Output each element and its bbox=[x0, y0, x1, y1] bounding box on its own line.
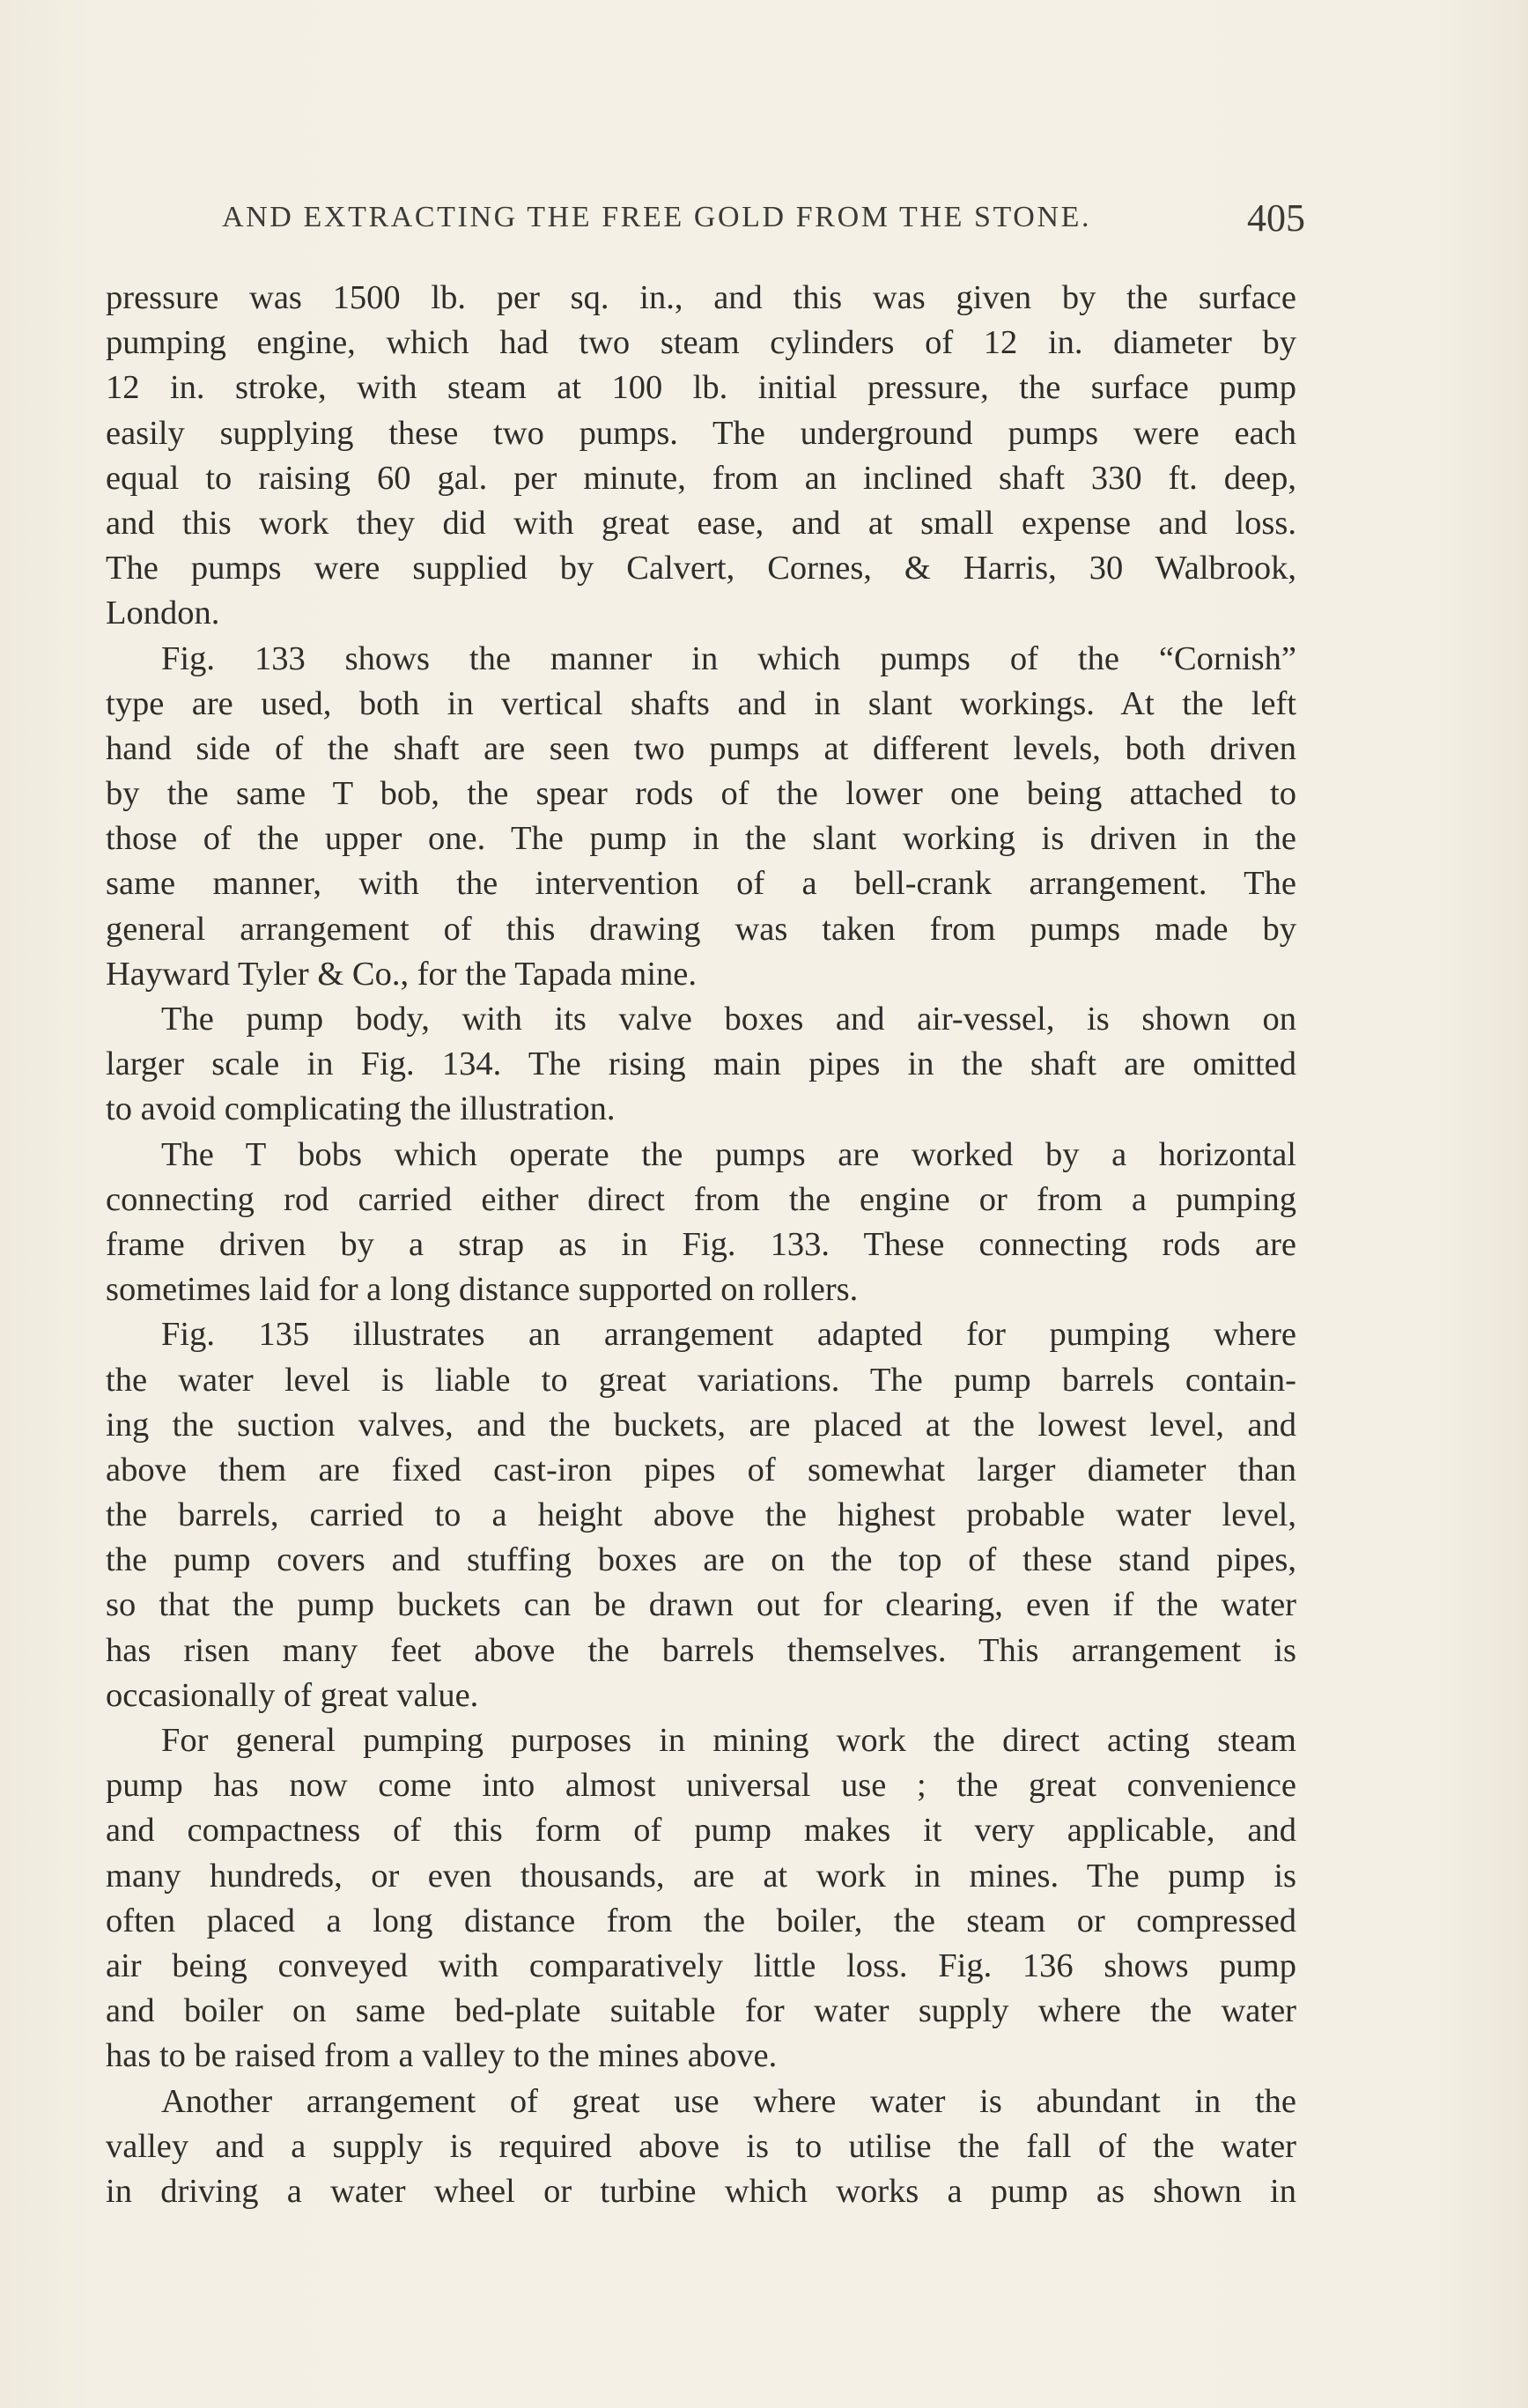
text-line: the barrels, carried to a height above the highest probable water level, bbox=[106, 1496, 1296, 1534]
paragraph-1 bbox=[106, 276, 1296, 637]
paragraph-2 bbox=[106, 637, 1296, 998]
text-line: has risen many feet above the barrels themselves. This arrangement is bbox=[106, 1631, 1296, 1669]
text-line: so that the pump buckets can be drawn out for clearing, even if the water bbox=[106, 1586, 1296, 1624]
text-line: connecting rod carried either direct from the engine or from a pumping bbox=[106, 1180, 1296, 1218]
text-line: Fig. 133 shows the manner in which pumps of the “Cornish” bbox=[161, 639, 1296, 677]
text-line: and boiler on same bed-plate suitable for water supply where the water bbox=[106, 1992, 1296, 2030]
text-line: ing the suction valves, and the buckets, are placed at the lowest level, and bbox=[106, 1406, 1296, 1444]
text-line: For general pumping purposes in mining work the direct acting steam bbox=[161, 1722, 1296, 1759]
text-line: above them are fixed cast-iron pipes of somewhat larger diameter than bbox=[106, 1451, 1296, 1488]
text-line: those of the upper one. The pump in the slant working is driven in the bbox=[106, 820, 1296, 858]
paragraph-3 bbox=[106, 997, 1296, 1133]
text-line: by the same T bob, the spear rods of the lower one being attached to bbox=[106, 775, 1296, 813]
text-line: larger scale in Fig. 134. The rising main pipes in the shaft are omitted bbox=[106, 1045, 1296, 1083]
text-line: pumping engine, which had two steam cylinders of 12 in. diameter by bbox=[106, 324, 1296, 362]
text-line: to avoid complicating the illustration. bbox=[106, 1090, 616, 1128]
text-line: air being conveyed with comparatively little loss. Fig. 136 shows pump bbox=[106, 1946, 1296, 1984]
page-number: 405 bbox=[1247, 196, 1305, 240]
page-header bbox=[222, 196, 1314, 248]
text-line: Fig. 135 illustrates an arrangement adapted for pumping where bbox=[161, 1316, 1296, 1354]
text-line: the water level is liable to great variations. The pump barrels contain- bbox=[106, 1361, 1296, 1399]
text-line: equal to raising 60 gal. per minute, from an inclined shaft 330 ft. deep, bbox=[106, 459, 1296, 497]
text-line: The pump body, with its valve boxes and air-vessel, is shown on bbox=[161, 1001, 1296, 1038]
text-line: Another arrangement of great use where water is abundant in the bbox=[161, 2082, 1296, 2120]
text-line: The pumps were supplied by Calvert, Cornes, & Harris, 30 Walbrook, bbox=[106, 550, 1296, 587]
text-line: hand side of the shaft are seen two pumps at different levels, both driven bbox=[106, 729, 1296, 767]
text-line: pressure was 1500 lb. per sq. in., and this was given by the surface bbox=[106, 279, 1296, 316]
paragraph-6 bbox=[106, 1718, 1296, 2079]
text-line: has to be raised from a valley to the mines above. bbox=[106, 2037, 778, 2075]
text-line: and this work they did with great ease, and at small expense and loss. bbox=[106, 504, 1296, 542]
text-line: frame driven by a strap as in Fig. 133. These connecting rods are bbox=[106, 1225, 1296, 1263]
text-line: often placed a long distance from the boiler, the steam or compressed bbox=[106, 1902, 1296, 1939]
text-line: 12 in. stroke, with steam at 100 lb. initial pressure, the surface pump bbox=[106, 369, 1296, 407]
text-line: London. bbox=[106, 595, 220, 632]
text-line: same manner, with the intervention of a bell-crank arrangement. The bbox=[106, 865, 1296, 903]
text-line: Hayward Tyler & Co., for the Tapada mine. bbox=[106, 955, 698, 993]
text-line: many hundreds, or even thousands, are at work in mines. The pump is bbox=[106, 1857, 1296, 1895]
text-line: the pump covers and stuffing boxes are on the top of these stand pipes, bbox=[106, 1541, 1296, 1579]
text-line: valley and a supply is required above is to utilise the fall of the water bbox=[106, 2127, 1296, 2165]
running-title: AND EXTRACTING THE FREE GOLD FROM THE STONE. bbox=[222, 201, 1092, 233]
text-line: easily supplying these two pumps. The underground pumps were each bbox=[106, 414, 1296, 452]
text-line: type are used, both in vertical shafts and in slant workings. At the left bbox=[106, 684, 1296, 722]
paragraph-7 bbox=[106, 2079, 1296, 2215]
text-line: and compactness of this form of pump makes it very applicable, and bbox=[106, 1812, 1296, 1850]
text-line: occasionally of great value. bbox=[106, 1676, 479, 1714]
paragraph-5 bbox=[106, 1312, 1296, 1718]
text-line: sometimes laid for a long distance supported on rollers. bbox=[106, 1271, 859, 1309]
body-text bbox=[106, 276, 1296, 2214]
text-line: pump has now come into almost universal use ; the great convenience bbox=[106, 1767, 1296, 1805]
text-line: in driving a water wheel or turbine which works a pump as shown in bbox=[106, 2172, 1296, 2210]
text-line: The T bobs which operate the pumps are worked by a horizontal bbox=[161, 1135, 1296, 1173]
paragraph-4 bbox=[106, 1133, 1296, 1313]
text-line: general arrangement of this drawing was taken from pumps made by bbox=[106, 910, 1296, 948]
